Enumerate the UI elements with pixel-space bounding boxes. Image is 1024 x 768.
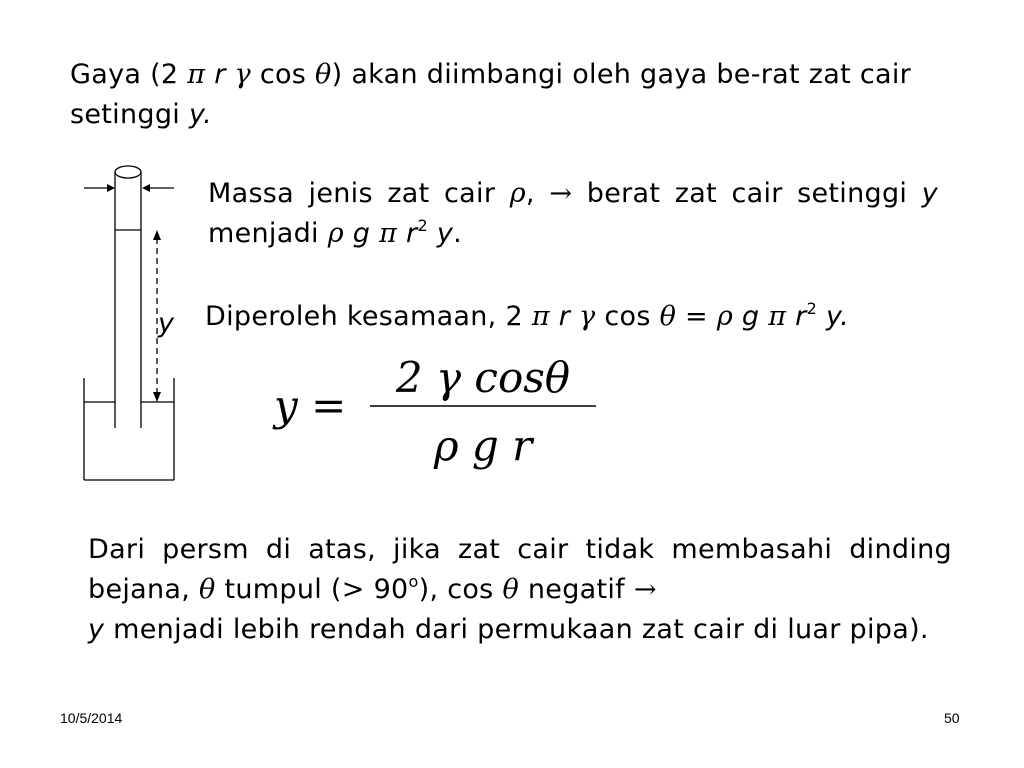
formula-denominator: ρ g r [433, 421, 533, 470]
squared-exponent: 2 [806, 299, 818, 318]
text: Dari persm di atas, jika zat cair tidak membasahi dinding bejana, [88, 534, 952, 605]
right-arrow-icon: → [633, 574, 657, 605]
theta-symbol: θ [315, 59, 332, 90]
y-var: y [921, 178, 938, 209]
y-var: y [427, 218, 454, 249]
degree-sign: o [408, 572, 419, 591]
text: berat zat cair setinggi [572, 178, 922, 209]
y-var: y. [188, 99, 213, 130]
pi-symbol: π [531, 301, 550, 332]
equals-sign: = [676, 301, 717, 332]
formula-numerator: 2 γ cosθ [395, 353, 571, 402]
gamma-symbol: γ [234, 59, 251, 90]
pi-symbol: π [379, 218, 398, 249]
text: Gaya (2 [70, 59, 188, 90]
cos-text: cos [595, 301, 660, 332]
pi-symbol: π [768, 301, 787, 332]
paragraph-liquid-weight [208, 174, 938, 254]
radius-var: r [786, 301, 807, 332]
theta-symbol: θ [199, 574, 216, 605]
radius-var: r [205, 59, 235, 90]
g-var: g [343, 218, 380, 249]
text: . [453, 218, 462, 249]
page-number: 50 [944, 710, 960, 726]
y-var: y [88, 614, 105, 645]
text: Massa jenis zat cair [208, 178, 510, 209]
height-label: y [158, 308, 174, 339]
text: tumpul ( [215, 574, 342, 605]
text: negatif [519, 574, 634, 605]
text: menjadi [208, 218, 328, 249]
text: , [525, 178, 550, 209]
rho-symbol: ρ [509, 178, 526, 209]
footer-date: 10/5/2014 [60, 710, 123, 726]
theta-symbol: θ [502, 574, 519, 605]
right-arrow-icon: → [549, 178, 573, 209]
paragraph-equation [205, 297, 1024, 337]
theta-symbol: θ [659, 301, 677, 332]
text: ) akan diimbangi oleh gaya be-rat zat cair setinggi [70, 59, 912, 130]
formula-lhs: y = [274, 381, 347, 430]
g-var: g [733, 301, 769, 332]
text: 90 [364, 574, 409, 605]
pi-symbol: π [187, 59, 206, 90]
text: menjadi lebih rendah dari permukaan zat cair di luar pipa). [104, 614, 929, 645]
capillary-tube-diagram [80, 160, 200, 485]
squared-exponent: 2 [417, 216, 428, 235]
capillary-tube-svg [80, 160, 200, 485]
text: Diperoleh kesamaan, 2 [205, 301, 532, 332]
paragraph-non-wetting [88, 530, 952, 650]
greater-than-sign: > [341, 574, 365, 605]
y-var: y. [817, 301, 850, 332]
gamma-symbol: γ [579, 301, 596, 332]
radius-var: r [549, 301, 580, 332]
capillary-height-formula [270, 348, 610, 478]
rho-symbol: ρ [716, 301, 734, 332]
rho-symbol: ρ [327, 218, 344, 249]
paragraph-force-balance [70, 55, 950, 135]
radius-var: r [397, 218, 418, 249]
text: ), cos [418, 574, 503, 605]
formula-svg [270, 348, 610, 478]
cos-text: cos [250, 59, 316, 90]
